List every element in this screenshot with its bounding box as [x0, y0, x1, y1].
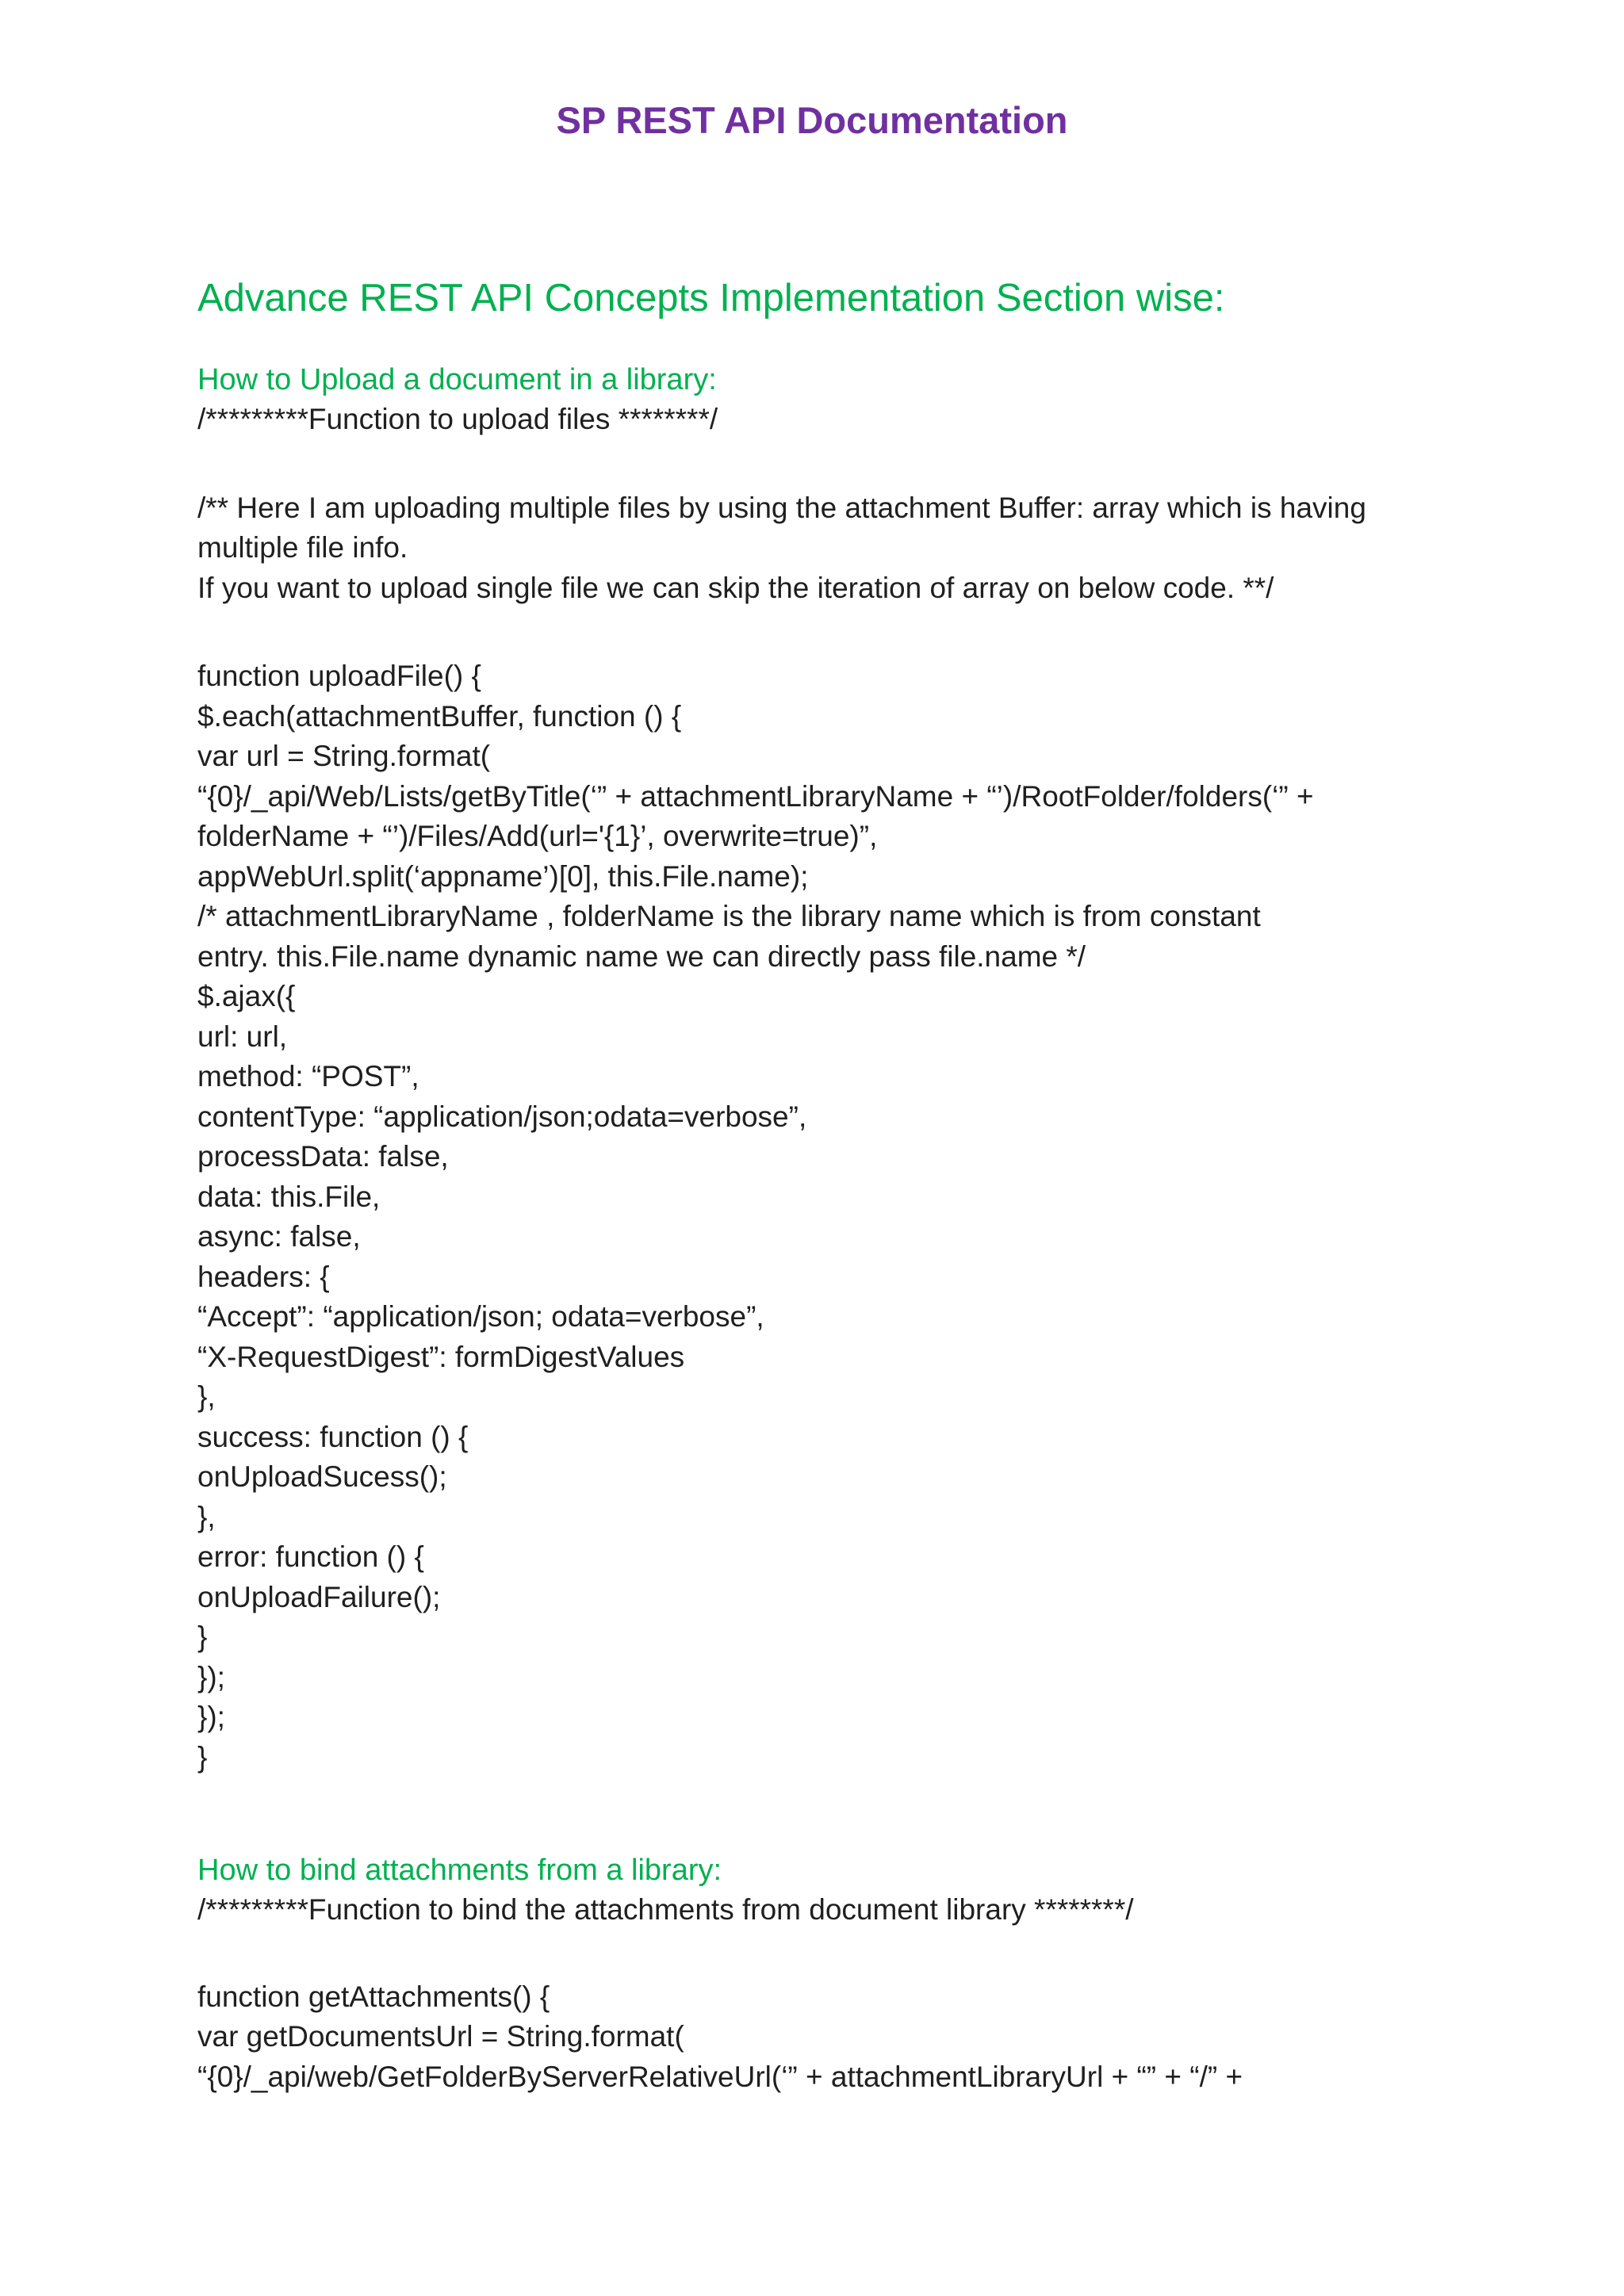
- code-line: onUploadSucess();: [197, 1460, 447, 1493]
- code-line: url: url,: [197, 1020, 288, 1053]
- code-line: onUploadFailure();: [197, 1580, 441, 1613]
- section-title: Advance REST API Concepts Implementation Section wise:: [197, 277, 1225, 320]
- code-line: contentType: “application/json;odata=verbose”,: [197, 1100, 807, 1133]
- code-line: }: [197, 1740, 208, 1774]
- code-line: “{0}/_api/web/GetFolderByServerRelativeUrl(‘” + attachmentLibraryUrl + “” + “/” +: [197, 2060, 1243, 2093]
- code-line: entry. this.File.name dynamic name we can directly pass file.name */: [197, 939, 1086, 973]
- code-line: method: “POST”,: [197, 1060, 419, 1093]
- code-line: data: this.File,: [197, 1180, 381, 1213]
- code-line: error: function () {: [197, 1540, 424, 1573]
- code-line: var getDocumentsUrl = String.format(: [197, 2020, 684, 2053]
- code-line: var url = String.format(: [197, 740, 491, 772]
- upload-comment-block: [197, 488, 1434, 609]
- upload-function-banner: /*********Function to upload files ********/: [197, 403, 718, 435]
- comment-line: If you want to upload single file we can skip the iteration of array on below code. **/: [197, 571, 1274, 604]
- comment-line: multiple file info.: [197, 531, 408, 564]
- attachments-function-banner: /*********Function to bind the attachments from document library ********/: [197, 1893, 1134, 1926]
- attachments-code-block: [197, 1977, 1434, 2098]
- upload-heading: How to Upload a document in a library:: [197, 363, 717, 396]
- code-line: }: [197, 1621, 208, 1653]
- code-line: “Accept”: “application/json; odata=verbose”,: [197, 1300, 764, 1333]
- code-line: “{0}/_api/Web/Lists/getByTitle(‘” + attachmentLibraryName + “’)/RootFolder/folders(‘” +: [197, 779, 1314, 813]
- code-line: function uploadFile() {: [197, 660, 481, 692]
- spacer: [197, 1777, 1434, 1850]
- code-line: processData: false,: [197, 1140, 449, 1173]
- code-line: async: false,: [197, 1220, 361, 1253]
- code-line: folderName + “’)/Files/Add(url='{1}’, overwrite=true)”,: [197, 820, 878, 852]
- code-line: },: [197, 1500, 216, 1533]
- code-line: headers: {: [197, 1260, 330, 1293]
- document-content: [197, 266, 1434, 2097]
- code-line: appWebUrl.split(‘appname’)[0], this.File.name);: [197, 859, 809, 893]
- spacer: [197, 608, 1434, 656]
- document-title: SP REST API Documentation: [556, 99, 1068, 141]
- comment-line: /** Here I am uploading multiple files by using the attachment Buffer: array which is having: [197, 491, 1366, 524]
- upload-code-block: [197, 656, 1434, 1777]
- code-line: });: [197, 1660, 225, 1693]
- code-line: success: function () {: [197, 1420, 469, 1453]
- code-line: $.ajax({: [197, 980, 296, 1012]
- attachments-heading: How to bind attachments from a library:: [197, 1854, 722, 1887]
- spacer: [197, 1931, 1434, 1977]
- spacer: [197, 330, 1434, 360]
- code-line: “X-RequestDigest”: formDigestValues: [197, 1340, 685, 1373]
- code-line: $.each(attachmentBuffer, function () {: [197, 699, 682, 733]
- code-line: },: [197, 1380, 216, 1413]
- spacer: [197, 440, 1434, 488]
- code-line: });: [197, 1701, 225, 1733]
- code-line: /* attachmentLibraryName , folderName is the library name which is from constant: [197, 900, 1261, 932]
- code-line: function getAttachments() {: [197, 1980, 550, 2013]
